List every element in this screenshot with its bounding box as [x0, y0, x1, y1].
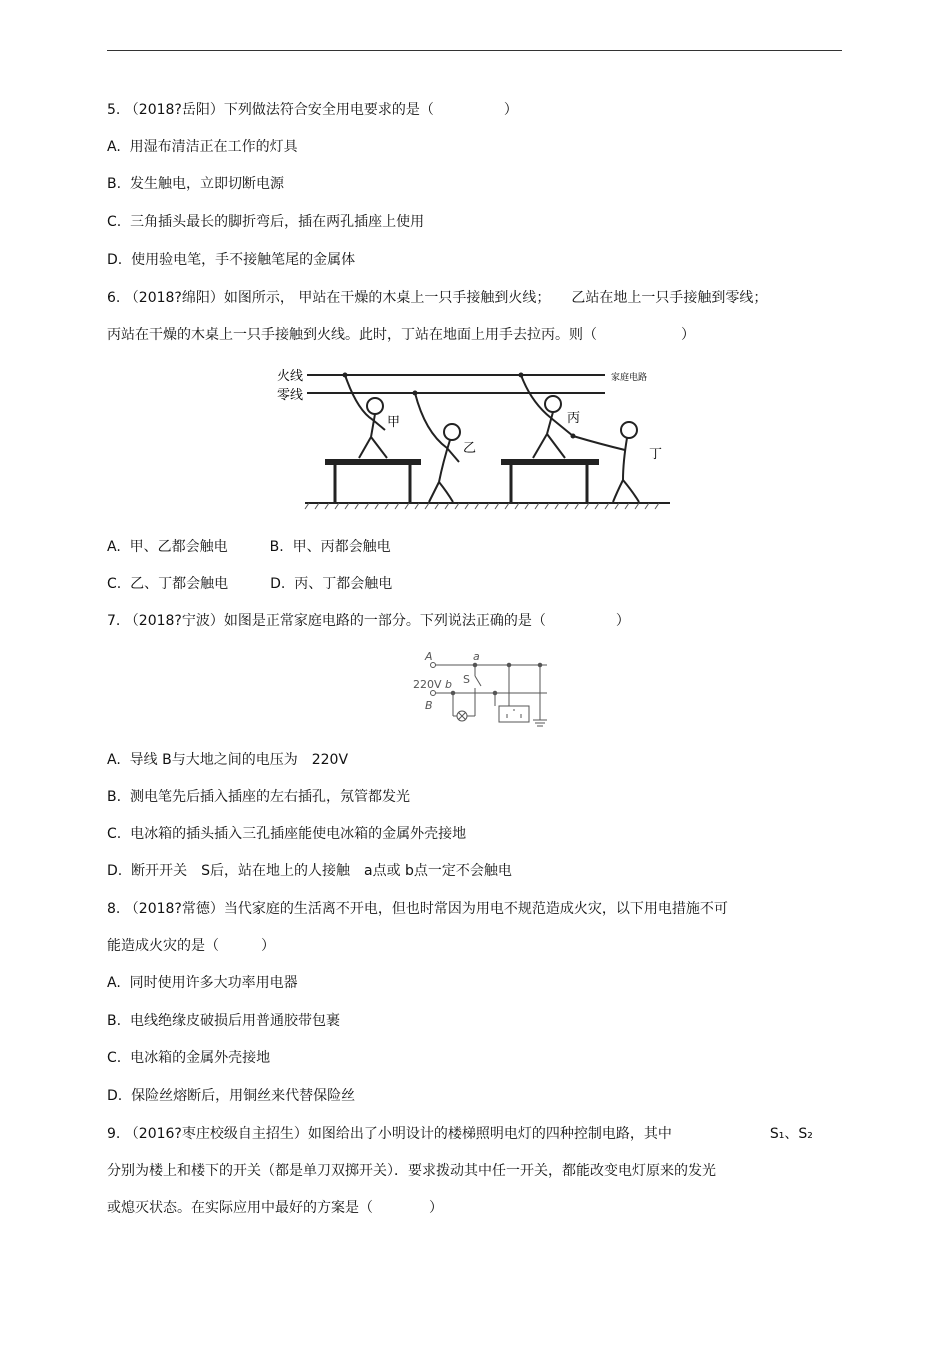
q5-option-d: D. 使用验电笔，手不接触笔尾的金属体: [107, 252, 356, 268]
person-jia-label: 甲: [387, 415, 401, 430]
label-b: b: [445, 678, 452, 691]
q5-option-c: C. 三角插头最长的脚折弯后，插在两孔插座上使用: [107, 214, 425, 230]
q8-stem-line1: 8. （2018?常德）当代家庭的生活离不开电，但也时常因为用电不规范造成火灾，以下用电措施不可: [107, 901, 728, 917]
label-A: A: [425, 650, 433, 663]
label-B: B: [425, 699, 433, 712]
person-yi-label: 乙: [463, 441, 477, 456]
q7-stem: 7. （2018?宁波）如图是正常家庭电路的一部分。下列说法正确的是（ ）: [107, 613, 630, 629]
label-a: a: [473, 650, 480, 663]
q9-stem-line2: 分别为楼上和楼下的开关（都是单刀双掷开关）．要求拨动其中任一开关，都能改变电灯原来的发光: [107, 1163, 716, 1179]
neutral-wire-label: 零线: [277, 388, 304, 403]
q8-stem-line2: 能造成火灾的是（ ）: [107, 938, 275, 954]
q7-option-c: C. 电冰箱的插头插入三孔插座能使电冰箱的金属外壳接地: [107, 826, 467, 842]
q8-option-c: C. 电冰箱的金属外壳接地: [107, 1050, 271, 1066]
label-S: S: [463, 673, 470, 686]
q8-option-d: D. 保险丝熔断后，用铜丝来代替保险丝: [107, 1088, 356, 1104]
voltage-label: 220V: [413, 678, 442, 691]
q7-option-b: B. 测电笔先后插入插座的左右插孔，氖管都发光: [107, 789, 410, 805]
q7-option-a: A. 导线 B与大地之间的电压为 220V: [107, 752, 349, 768]
q9-stem-line1: 9. （2016?枣庄校级自主招生）如图给出了小明设计的楼梯照明电灯的四种控制电路，其中 S₁、S₂: [107, 1126, 813, 1142]
q8-option-b: B. 电线绝缘皮破损后用普通胶带包裹: [107, 1013, 340, 1029]
circuit-label: 家庭电路: [611, 373, 648, 383]
q7-figure: [395, 648, 555, 738]
q6-stem-line2: 丙站在干燥的木桌上一只手接触到火线。此时，丁站在地面上用手去拉丙。则（ ）: [107, 327, 695, 343]
q5-option-a: A. 用湿布清洁正在工作的灯具: [107, 139, 298, 155]
q6-options-line2: C. 乙、丁都会触电 D. 丙、丁都会触电: [107, 576, 393, 592]
q9-stem-line3: 或熄灭状态。在实际应用中最好的方案是（ ）: [107, 1200, 443, 1216]
header-rule: [107, 50, 842, 51]
q7-option-d: D. 断开开关 S后，站在地上的人接触 a点或 b点一定不会触电: [107, 863, 512, 879]
q5-stem: 5. （2018?岳阳）下列做法符合安全用电要求的是（ ）: [107, 102, 518, 118]
q6-stem-line1: 6. （2018?绵阳）如图所示， 甲站在干燥的木桌上一只手接触到火线； 乙站在地上一只手接触到零线；: [107, 290, 768, 306]
q6-options-line1: A. 甲、乙都会触电 B. 甲、丙都会触电: [107, 539, 391, 555]
live-wire-label: 火线: [277, 369, 304, 384]
q8-option-a: A. 同时使用许多大功率用电器: [107, 975, 298, 991]
q6-figure: [275, 362, 695, 517]
q5-option-b: B. 发生触电，立即切断电源: [107, 176, 284, 192]
person-bing-label: 丙: [567, 411, 581, 426]
person-ding-label: 丁: [649, 447, 663, 462]
